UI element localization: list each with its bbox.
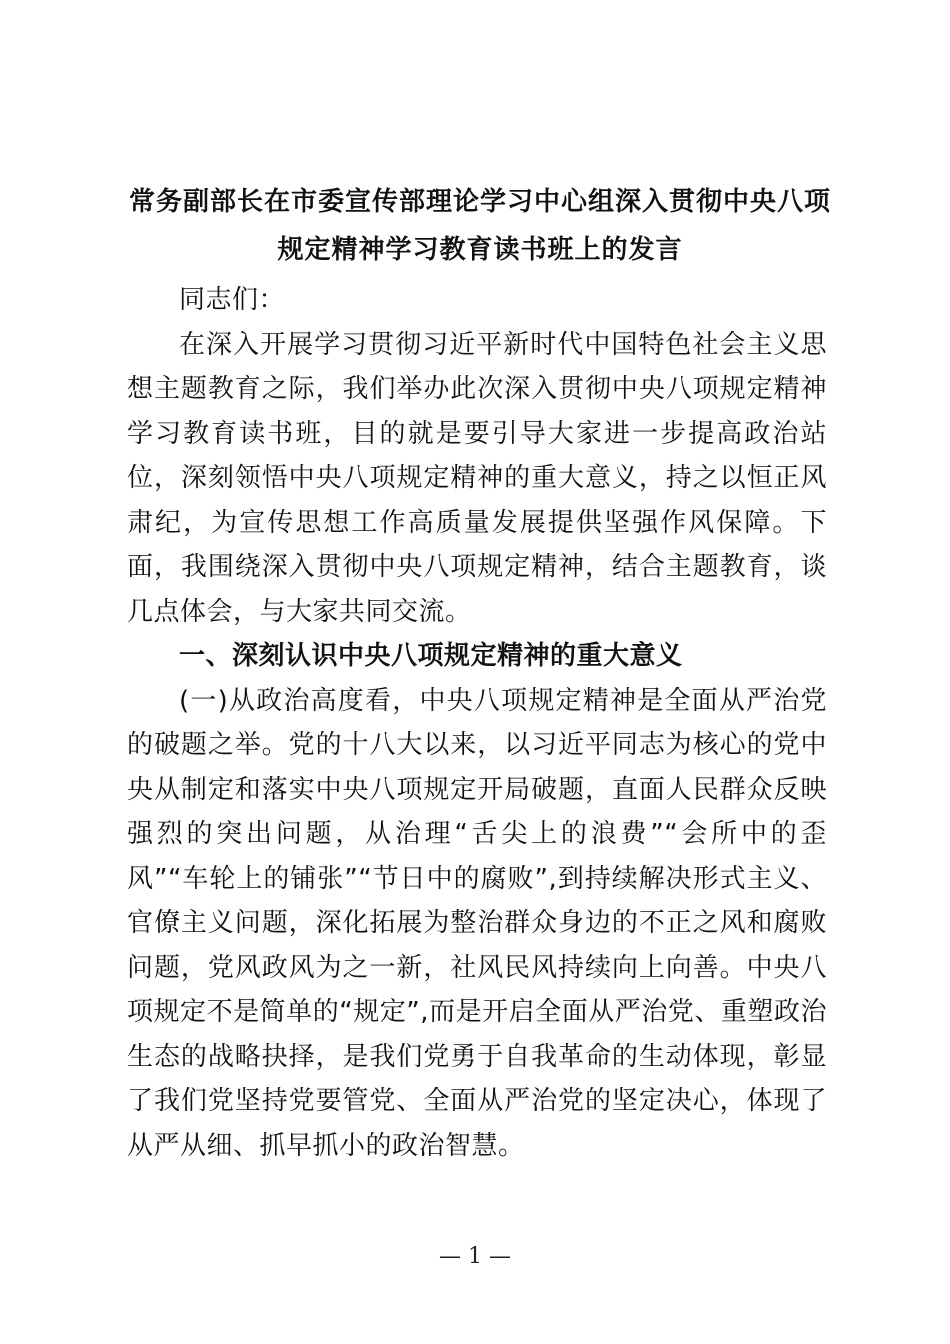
document-body xyxy=(127,278,827,1168)
page-number: — 1 — xyxy=(439,1244,511,1269)
salutation-paragraph: 同志们： xyxy=(179,285,286,315)
body-paragraph: (一)从政治高度看，中央八项规定精神是全面从严治党的破题之举。党的十八大以来，以习近平同志为核心的党中央从制定和落实中央八项规定开局破题，直面人民群众反映强烈的突出问题，从治理“舌尖上的浪费”“会所中的歪风”“车轮上的铺张”“节日中的腐败”,到持续解决形式主义、官僚主义问题，深化拓展为整治群众身边的不正之风和腐败问题，党风政风为之一新，社风民风持续向上向善。中央八项规定不是简单的“规定”,而是开启全面从严治党、重塑政治生态的战略抉择，是我们党勇于自我革命的生动体现，彰显了我们党坚持党要管党、全面从严治党的坚定决心，体现了从严从细、抓早抓小的政治智慧。 xyxy=(127,685,827,1161)
intro-paragraph: 在深入开展学习贯彻习近平新时代中国特色社会主义思想主题教育之际，我们举办此次深入贯彻中央八项规定精神学习教育读书班，目的就是要引导大家进一步提高政治站位，深刻领悟中央八项规定精神的重大意义，持之以恒正风肃纪，为宣传思想工作高质量发展提供坚强作风保障。下面，我围绕深入贯彻中央八项规定精神，结合主题教育，谈几点体会，与大家共同交流。 xyxy=(127,329,827,627)
section-heading: 一、深刻认识中央八项规定精神的重大意义 xyxy=(179,641,683,671)
document-title: 常务副部长在市委宣传部理论学习中心组深入贯彻中央八项规定精神学习教育读书班上的发言 xyxy=(128,187,831,265)
